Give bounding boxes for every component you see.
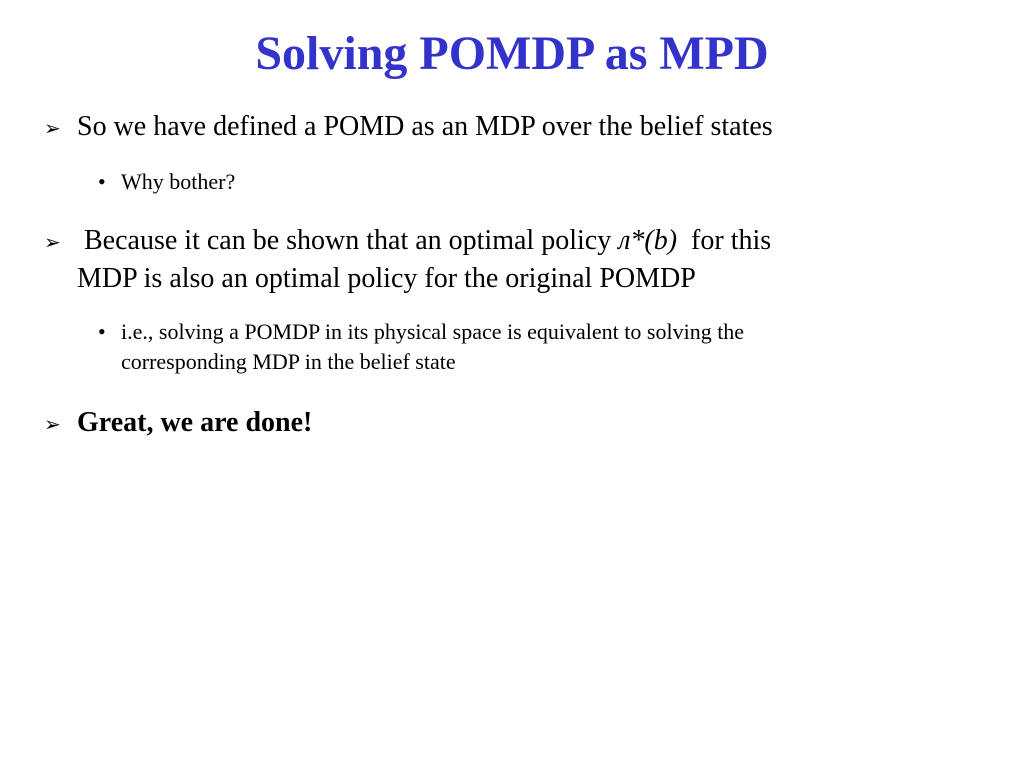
- sub-bullet-text-line2: corresponding MDP in the belief state: [121, 349, 456, 374]
- policy-symbol: л*(b): [618, 225, 678, 256]
- sub-bullet-text: Why bother?: [121, 169, 236, 194]
- bullet-text-part: for this: [677, 225, 772, 256]
- arrow-bullet-icon: ➢: [44, 116, 61, 140]
- dot-bullet-icon: •: [98, 319, 106, 344]
- bullet-text: So we have defined a POMD as an MDP over the belief states: [77, 111, 773, 142]
- bullet-text-part: Because it can be shown that an optimal policy: [77, 225, 619, 256]
- bullet-text-line2: MDP is also an optimal policy for the original POMDP: [77, 263, 696, 294]
- sub-bullet-text-line1: i.e., solving a POMDP in its physical space is equivalent to solving the: [121, 319, 745, 344]
- bullet-text: [77, 222, 771, 260]
- slide-title: Solving POMDP as MPD: [255, 27, 769, 80]
- arrow-bullet-icon: ➢: [44, 412, 61, 436]
- bullet-text: Great, we are done!: [77, 407, 313, 438]
- arrow-bullet-icon: ➢: [44, 230, 61, 254]
- dot-bullet-icon: •: [98, 169, 106, 194]
